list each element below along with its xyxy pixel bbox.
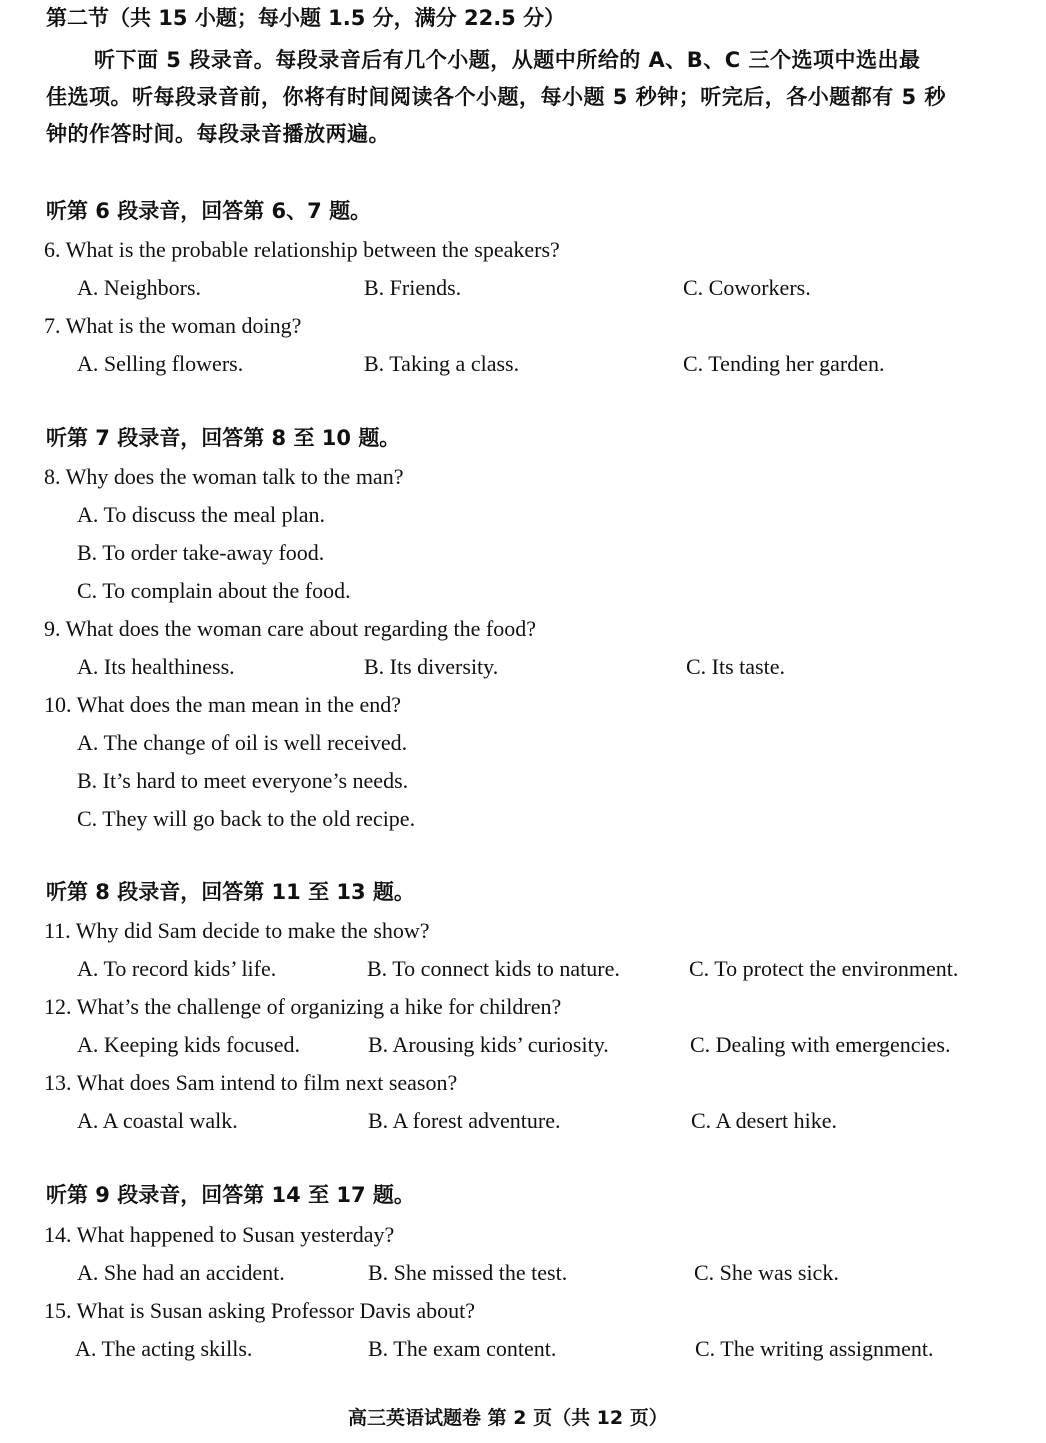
q14-option-b: B. She missed the test. bbox=[368, 1260, 568, 1285]
q13-option-c: C. A desert hike. bbox=[691, 1108, 838, 1133]
q12-option-c: C. Dealing with emergencies. bbox=[690, 1032, 951, 1057]
group-intro-7: 听第 7 段录音，回答第 8 至 10 题。 bbox=[46, 426, 401, 450]
instruction-line-2: 佳选项。听每段录音前，你将有时间阅读各个小题，每小题 5 秒钟；听完后，各小题都有 5 秒 bbox=[46, 85, 946, 109]
q13-option-b: B. A forest adventure. bbox=[368, 1108, 561, 1133]
q9-option-a: A. Its healthiness. bbox=[77, 654, 235, 679]
q10-option-a: A. The change of oil is well received. bbox=[77, 730, 408, 755]
q7-option-b: B. Taking a class. bbox=[364, 351, 520, 376]
q9-option-b: B. Its diversity. bbox=[364, 654, 499, 679]
question-9: 9. What does the woman care about regarding the food? bbox=[44, 616, 536, 641]
q8-option-b: B. To order take-away food. bbox=[77, 540, 325, 565]
q15-option-b: B. The exam content. bbox=[368, 1336, 557, 1361]
question-14: 14. What happened to Susan yesterday? bbox=[44, 1222, 395, 1247]
instruction-line-1: 听下面 5 段录音。每段录音后有几个小题，从题中所给的 A、B、C 三个选项中选出最 bbox=[94, 48, 921, 72]
question-13: 13. What does Sam intend to film next season? bbox=[44, 1070, 458, 1095]
q6-option-c: C. Coworkers. bbox=[683, 275, 811, 300]
q8-option-a: A. To discuss the meal plan. bbox=[77, 502, 325, 527]
q12-option-b: B. Arousing kids’ curiosity. bbox=[368, 1032, 609, 1057]
q11-option-a: A. To record kids’ life. bbox=[77, 956, 277, 981]
q11-option-c: C. To protect the environment. bbox=[689, 956, 959, 981]
question-7: 7. What is the woman doing? bbox=[44, 313, 302, 338]
question-11: 11. Why did Sam decide to make the show? bbox=[44, 918, 430, 943]
q6-option-b: B. Friends. bbox=[364, 275, 462, 300]
question-15: 15. What is Susan asking Professor Davis about? bbox=[44, 1298, 475, 1323]
q9-option-c: C. Its taste. bbox=[686, 654, 785, 679]
group-intro-6: 听第 6 段录音，回答第 6、7 题。 bbox=[46, 199, 372, 223]
q10-option-b: B. It’s hard to meet everyone’s needs. bbox=[77, 768, 409, 793]
question-6: 6. What is the probable relationship between the speakers? bbox=[44, 237, 560, 262]
question-12: 12. What’s the challenge of organizing a hike for children? bbox=[44, 994, 562, 1019]
q8-option-c: C. To complain about the food. bbox=[77, 578, 351, 603]
q11-option-b: B. To connect kids to nature. bbox=[367, 956, 620, 981]
q7-option-c: C. Tending her garden. bbox=[683, 351, 885, 376]
section-heading: 第二节（共 15 小题；每小题 1.5 分，满分 22.5 分） bbox=[46, 6, 566, 30]
q10-option-c: C. They will go back to the old recipe. bbox=[77, 806, 416, 831]
group-intro-9: 听第 9 段录音，回答第 14 至 17 题。 bbox=[46, 1183, 415, 1207]
q12-option-a: A. Keeping kids focused. bbox=[77, 1032, 301, 1057]
instruction-line-3: 钟的作答时间。每段录音播放两遍。 bbox=[46, 122, 390, 146]
q13-option-a: A. A coastal walk. bbox=[77, 1108, 238, 1133]
question-8: 8. Why does the woman talk to the man? bbox=[44, 464, 404, 489]
q15-option-c: C. The writing assignment. bbox=[695, 1336, 934, 1361]
q14-option-c: C. She was sick. bbox=[694, 1260, 839, 1285]
q7-option-a: A. Selling flowers. bbox=[77, 351, 244, 376]
q6-option-a: A. Neighbors. bbox=[77, 275, 202, 300]
q15-option-a: A. The acting skills. bbox=[75, 1336, 253, 1361]
group-intro-8: 听第 8 段录音，回答第 11 至 13 题。 bbox=[46, 880, 415, 904]
page-footer: 高三英语试题卷 第 2 页（共 12 页） bbox=[348, 1407, 668, 1429]
q14-option-a: A. She had an accident. bbox=[77, 1260, 285, 1285]
question-10: 10. What does the man mean in the end? bbox=[44, 692, 401, 717]
